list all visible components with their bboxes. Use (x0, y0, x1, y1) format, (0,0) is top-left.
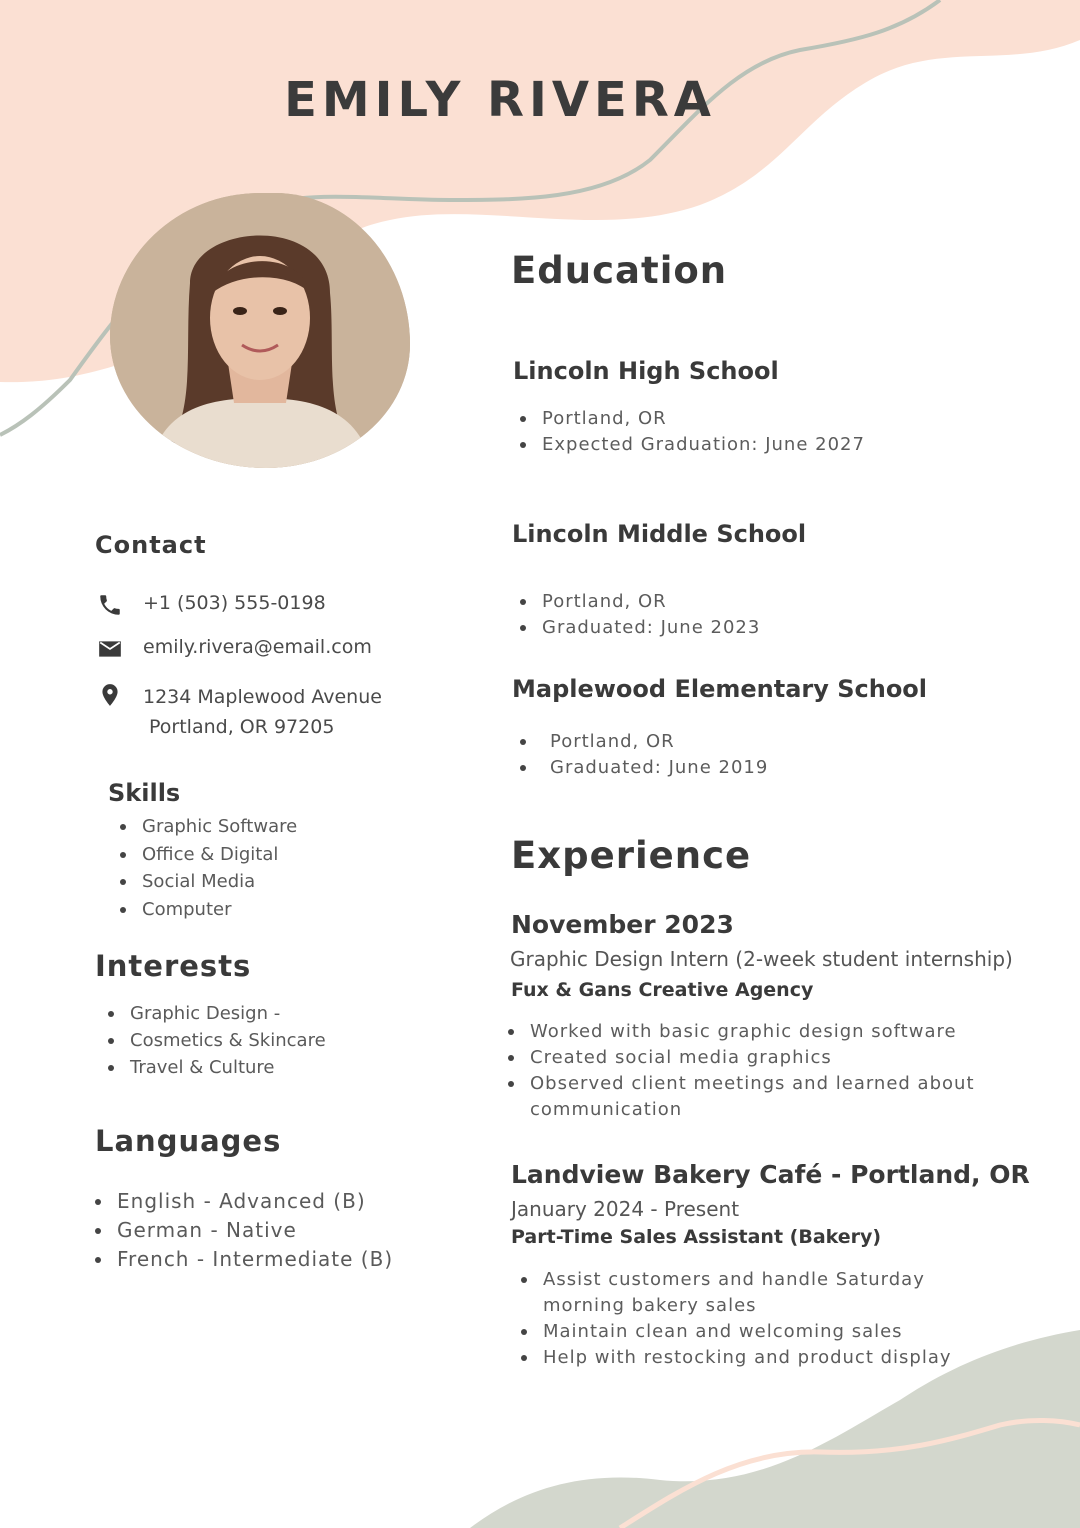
skills-heading: Skills (108, 779, 181, 807)
school-details (520, 729, 768, 781)
mail-icon (97, 636, 127, 662)
resume-name: EMILY RIVERA (284, 72, 716, 128)
job-role: Part-Time Sales Assistant (Bakery) (511, 1226, 882, 1248)
job-date: November 2023 (511, 910, 734, 939)
language-item: English - Advanced (B) (95, 1187, 393, 1216)
interest-item: Travel & Culture (108, 1054, 326, 1081)
address-line-2: Portland, OR 97205 (149, 716, 335, 738)
languages-heading: Languages (95, 1124, 282, 1158)
language-item: French - Intermediate (B) (95, 1245, 393, 1274)
contact-phone[interactable] (97, 592, 326, 618)
school-details (520, 589, 760, 641)
job-bullets (521, 1267, 961, 1371)
interests-list (108, 1000, 326, 1081)
skills-list (120, 813, 297, 923)
interest-item: Cosmetics & Skincare (108, 1027, 326, 1054)
school-detail: Portland, OR (520, 729, 768, 755)
school-details (520, 406, 865, 458)
school-detail: Graduated: June 2023 (520, 615, 760, 641)
skill-item: Computer (120, 896, 297, 924)
education-heading: Education (511, 249, 728, 292)
school-name: Lincoln Middle School (512, 520, 807, 548)
experience-heading: Experience (511, 834, 752, 877)
address-line-1: 1234 Maplewood Avenue (143, 686, 382, 708)
job-bullets (508, 1019, 988, 1123)
skill-item: Graphic Software (120, 813, 297, 841)
school-name: Maplewood Elementary School (512, 675, 928, 703)
job-organization: Fux & Gans Creative Agency (511, 979, 814, 1001)
skill-item: Social Media (120, 868, 297, 896)
school-name: Lincoln High School (513, 357, 779, 385)
profile-photo (110, 193, 410, 468)
phone-icon (97, 592, 127, 618)
contact-address (97, 682, 382, 742)
languages-list (95, 1187, 393, 1274)
location-pin-icon (97, 682, 127, 708)
school-detail: Graduated: June 2019 (520, 755, 768, 781)
job-bullet: Help with restocking and product display (521, 1345, 961, 1371)
language-item: German - Native (95, 1216, 393, 1245)
contact-email[interactable] (97, 636, 372, 662)
job-title: Landview Bakery Café - Portland, OR (511, 1160, 1030, 1189)
job-date: January 2024 - Present (511, 1197, 740, 1221)
skill-item: Office & Digital (120, 841, 297, 869)
job-bullet: Assist customers and handle Saturday morning bakery sales (521, 1267, 961, 1319)
phone-number: +1 (503) 555-0198 (143, 592, 326, 614)
job-bullet: Observed client meetings and learned about communication (508, 1071, 988, 1123)
contact-heading: Contact (95, 531, 207, 559)
school-detail: Expected Graduation: June 2027 (520, 432, 865, 458)
interest-item: Graphic Design - (108, 1000, 326, 1027)
interests-heading: Interests (95, 949, 252, 983)
job-bullet: Created social media graphics (508, 1045, 988, 1071)
job-bullet: Worked with basic graphic design software (508, 1019, 988, 1045)
job-role: Graphic Design Intern (2-week student internship) (510, 947, 1013, 971)
school-detail: Portland, OR (520, 406, 865, 432)
school-detail: Portland, OR (520, 589, 760, 615)
job-bullet: Maintain clean and welcoming sales (521, 1319, 961, 1345)
email-address: emily.rivera@email.com (143, 636, 372, 658)
